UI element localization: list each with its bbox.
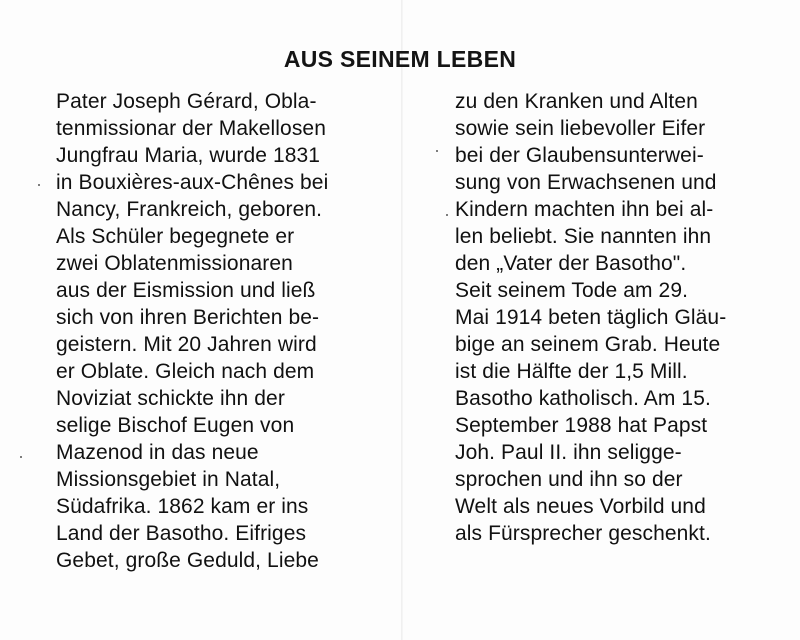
- text-line: ist die Hälfte der 1,5 Mill.: [455, 360, 688, 383]
- text-line: Kindern machten ihn bei al-: [455, 198, 714, 221]
- scan-speck: [38, 184, 40, 186]
- text-line: Jungfrau Maria, wurde 1831: [56, 144, 321, 167]
- page-title: AUS SEINEM LEBEN: [283, 46, 517, 73]
- scan-speck: [436, 150, 438, 152]
- text-line: bei der Glaubensunterwei-: [455, 144, 704, 167]
- text-column-right: [455, 88, 795, 547]
- text-line: Noviziat schickte ihn der: [56, 387, 285, 410]
- text-line: zu den Kranken und Alten: [455, 90, 698, 113]
- text-line: geistern. Mit 20 Jahren wird: [56, 333, 317, 356]
- text-line: in Bouxières-aux-Chênes bei: [56, 171, 329, 194]
- text-line: Südafrika. 1862 kam er ins: [56, 495, 309, 518]
- text-line: als Fürsprecher geschenkt.: [455, 522, 711, 545]
- text-line: sung von Erwachsenen und: [455, 171, 717, 194]
- text-line: Mai 1914 beten täglich Gläu-: [455, 306, 727, 329]
- text-line: sowie sein liebevoller Eifer: [455, 117, 706, 140]
- text-line: den „Vater der Basotho".: [455, 252, 687, 275]
- text-line: Gebet, große Geduld, Liebe: [56, 549, 319, 572]
- page-fold: [401, 0, 403, 640]
- text-line: zwei Oblatenmissionaren: [56, 252, 293, 275]
- text-line: bige an seinem Grab. Heute: [455, 333, 721, 356]
- text-line: Welt als neues Vorbild und: [455, 495, 706, 518]
- text-line: sprochen und ihn so der: [455, 468, 683, 491]
- text-line: aus der Eismission und ließ: [56, 279, 316, 302]
- text-line: len beliebt. Sie nannten ihn: [455, 225, 712, 248]
- text-line: Joh. Paul II. ihn seligge-: [455, 441, 682, 464]
- text-line: September 1988 hat Papst: [455, 414, 708, 437]
- text-line: Als Schüler begegnete er: [56, 225, 295, 248]
- text-line: selige Bischof Eugen von: [56, 414, 295, 437]
- scan-speck: [20, 456, 22, 458]
- text-line: tenmissionar der Makellosen: [56, 117, 326, 140]
- text-line: Nancy, Frankreich, geboren.: [56, 198, 323, 221]
- text-line: Mazenod in das neue: [56, 441, 259, 464]
- text-line: Seit seinem Tode am 29.: [455, 279, 689, 302]
- text-line: sich von ihren Berichten be-: [56, 306, 320, 329]
- text-line: Missionsgebiet in Natal,: [56, 468, 281, 491]
- scan-speck: [446, 214, 448, 216]
- text-line: Land der Basotho. Eifriges: [56, 522, 307, 545]
- text-line: Basotho katholisch. Am 15.: [455, 387, 711, 410]
- text-column-left: [56, 88, 396, 574]
- text-line: Pater Joseph Gérard, Obla-: [56, 90, 317, 113]
- text-line: er Oblate. Gleich nach dem: [56, 360, 315, 383]
